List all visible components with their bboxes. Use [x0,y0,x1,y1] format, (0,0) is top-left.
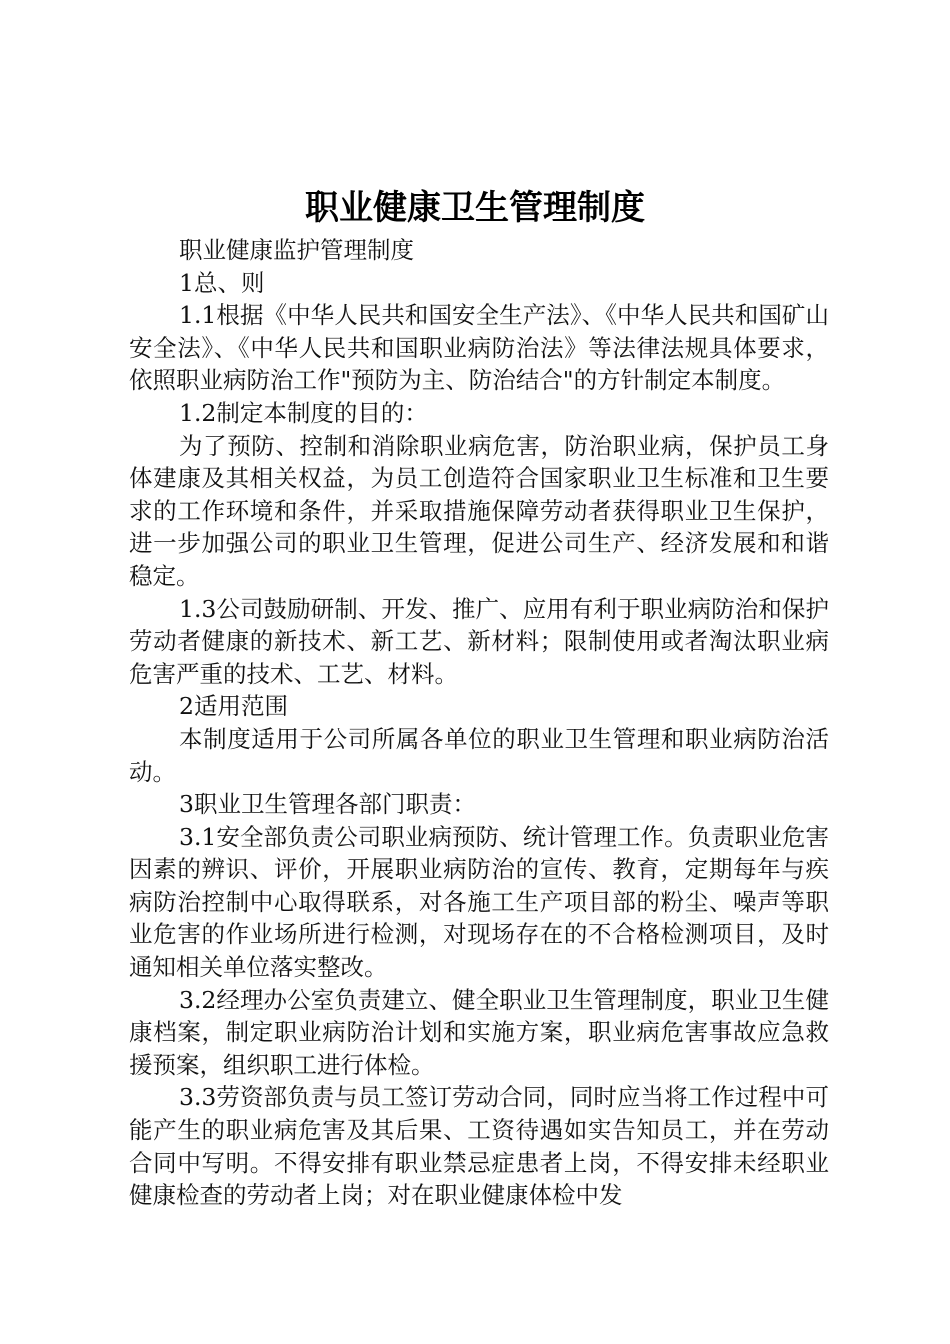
paragraph: 3.3劳资部负责与员工签订劳动合同，同时应当将工作过程中可能产生的职业病危害及其后果、工资待遇如实告知员工，并在劳动合同中写明。不得安排有职业禁忌症患者上岗，不得安排未经职业健康检查的劳动者上岗；对在职业健康体检中发 [129,1083,829,1210]
paragraph: 3.2经理办公室负责建立、健全职业卫生管理制度，职业卫生健康档案，制定职业病防治计划和实施方案，职业病危害事故应急救援预案，组织职工进行体检。 [129,985,829,1079]
document-body [129,234,829,1212]
paragraph: 本制度适用于公司所属各单位的职业卫生管理和职业病防治活动。 [129,724,829,786]
paragraph: 职业健康监护管理制度 [179,236,414,264]
paragraph: 为了预防、控制和消除职业病危害，防治职业病，保护员工身体建康及其相关权益，为员工创造符合国家职业卫生标准和卫生要求的工作环境和条件，并采取措施保障劳动者获得职业卫生保护，进一步加强公司的职业卫生管理，促进公司生产、经济发展和和谐稳定。 [129,431,829,590]
paragraph: 1.1根据《中华人民共和国安全生产法》、《中华人民共和国矿山安全法》、《中华人民共和国职业病防治法》等法律法规具体要求，依照职业病防治工作"预防为主、防治结合"的方针制定本制度。 [129,301,829,395]
paragraph: 1总、则 [179,268,265,297]
paragraph: 3职业卫生管理各部门职责： [179,790,476,819]
document-title: 职业健康卫生管理制度 [305,188,645,228]
paragraph: 3.1安全部负责公司职业病预防、统计管理工作。负责职业危害因素的辨识、评价，开展职业病防治的宣传、教育，定期每年与疾病防治控制中心取得联系，对各施工生产项目部的粉尘、噪声等职业危害的作业场所进行检测，对现场存在的不合格检测项目，及时通知相关单位落实整改。 [129,822,829,982]
paragraph: 1.2制定本制度的目的： [179,398,428,427]
paragraph: 1.3公司鼓励研制、开发、推广、应用有利于职业病防治和保护劳动者健康的新技术、新工艺、新材料；限制使用或者淘汰职业病危害严重的技术、工艺、材料。 [129,594,829,688]
paragraph: 2适用范围 [179,692,288,721]
